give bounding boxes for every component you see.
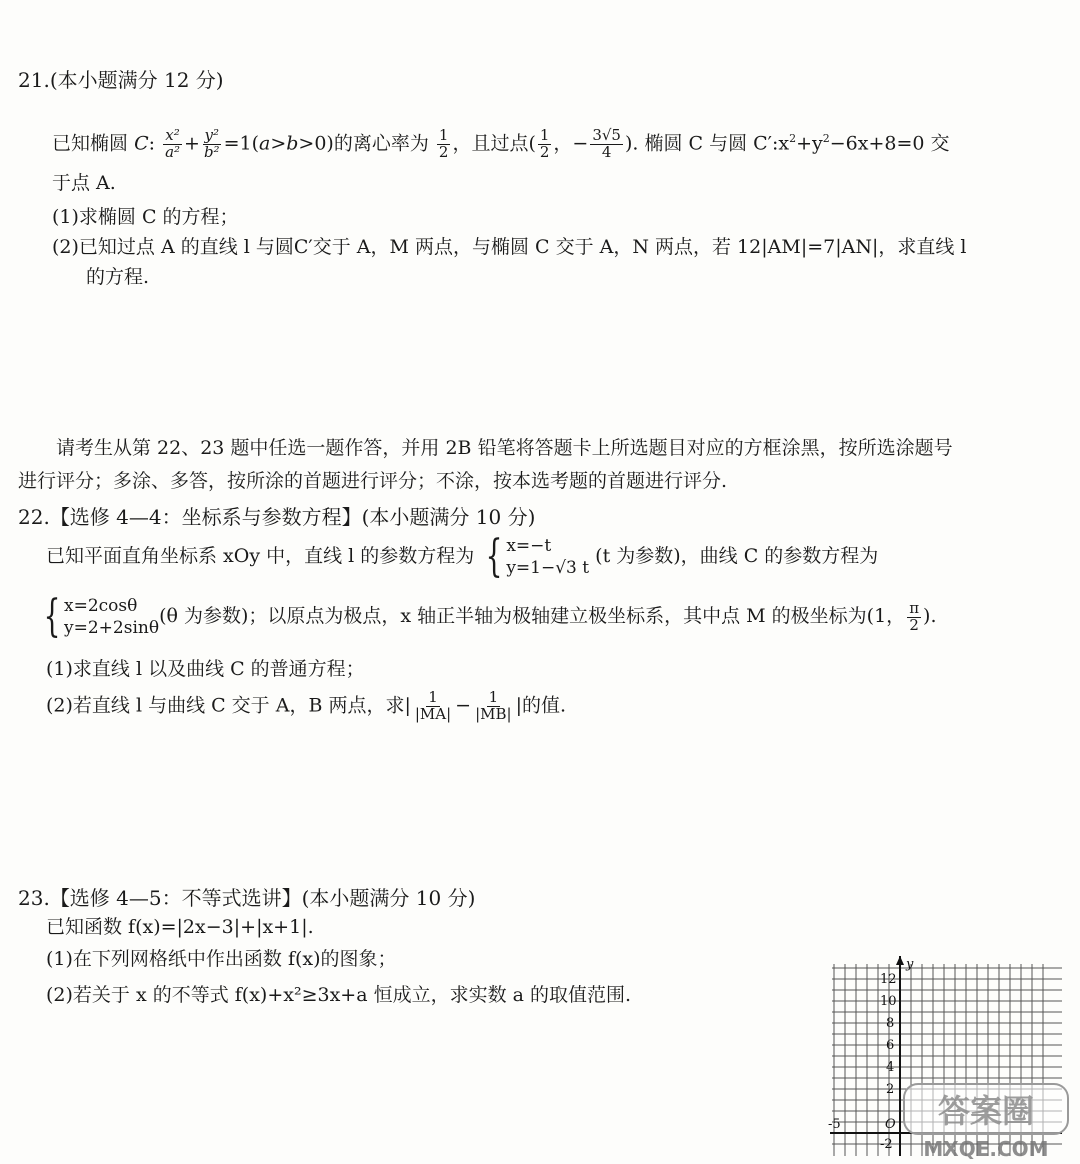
q21-stem-line2: 于点 A. xyxy=(52,172,116,194)
fraction-point-y: $\frac{3√5}{4}$ xyxy=(592,126,621,161)
q22-number: 22. xyxy=(18,505,50,529)
q22-stem-line1: 已知平面直角坐标系 xOy 中，直线 l 的参数方程为 { x=−t y=1−√3 t (t 为参数)，曲线 C 的参数方程为 xyxy=(46,531,879,583)
q22-title xyxy=(18,505,535,529)
watermark-logo xyxy=(900,1082,1072,1160)
q22-part1: (1)求直线 l 以及曲线 C 的普通方程； xyxy=(46,658,365,680)
q22-stem-line2: { x=2cosθ y=2+2sinθ (θ 为参数)；以原点为极点，x 轴正半轴为极轴建立极坐标系，其中点 M 的极坐标为(1， $\frac{\pi}{2}$ ). xyxy=(38,595,937,639)
q21-header: (本小题满分 12 分) xyxy=(49,68,224,92)
y-axis-arrow xyxy=(896,956,904,965)
q21-part2: (2)已知过点 A 的直线 l 与圆C′交于 A，M 两点，与椭圆 C 交于 A，N 两点，若 12|AM|=7|AN|，求直线 l xyxy=(52,236,967,258)
q21-part1: (1)求椭圆 C 的方程； xyxy=(52,206,239,228)
q23-title xyxy=(18,886,475,910)
fraction-x: $\frac{\text{x²}}{\text{a²}}$ xyxy=(165,126,181,161)
q23-part2: (2)若关于 x 的不等式 f(x)+x²≥3x+a 恒成立，求实数 a 的取值范围. xyxy=(46,984,632,1006)
q21-title xyxy=(18,68,224,92)
curve-param-system: { x=2cosθ y=2+2sinθ xyxy=(43,591,160,643)
q21-number: 21. xyxy=(18,68,50,92)
q21-part2-cont: 的方程. xyxy=(86,266,150,288)
watermark-logo-text: 答案圈 xyxy=(937,1092,1035,1130)
fraction-1-over-MA: $\frac{1}{|MA|}$ xyxy=(414,688,452,723)
q22-header: 【选修 4—4：坐标系与参数方程】(本小题满分 10 分) xyxy=(49,505,536,529)
q23-header: 【选修 4—5：不等式选讲】(本小题满分 10 分) xyxy=(49,886,476,910)
y-tick-12: 12 xyxy=(880,972,897,987)
fraction-pi-half: $\frac{\pi}{2}$ xyxy=(909,598,920,634)
y-tick-8: 8 xyxy=(886,1016,895,1031)
fraction-1-over-MB: $\frac{1}{|MB|}$ xyxy=(475,688,512,723)
y-tick-4: 4 xyxy=(886,1060,895,1075)
y-tick-2: 2 xyxy=(886,1082,895,1097)
note-line2: 进行评分；多涂、多答，按所涂的首题进行评分；不涂，按本选考题的首题进行评分. xyxy=(18,470,728,492)
y-tick-neg2: -2 xyxy=(880,1137,893,1152)
origin-label: O xyxy=(885,1117,896,1132)
y-tick-6: 6 xyxy=(886,1038,895,1053)
fraction-point-x: $\frac{1}{2}$ xyxy=(539,126,550,161)
y-tick-10: 10 xyxy=(880,994,897,1009)
q22-part2: (2)若直线 l 与曲线 C 交于 A，B 两点，求| $\frac{1}{|MA|}$ − $\frac{1}{|MB|}$ |的值. xyxy=(46,688,567,723)
watermark xyxy=(900,1082,1072,1160)
note-line1: 请考生从第 22、23 题中任选一题作答，并用 2B 铅笔将答题卡上所选题目对应的方框涂黑，按所选涂题号 xyxy=(56,437,953,459)
line-param-system: { x=−t y=1−√3 t xyxy=(485,531,590,583)
x-tick-neg5: -5 xyxy=(828,1117,841,1132)
q23-part1: (1)在下列网格纸中作出函数 f(x)的图象； xyxy=(46,948,397,970)
q21-stem-line1: 已知椭圆 C: $\frac{\text{x²}}{\text{a²}}$ + $\frac{\text{y²}}{\text{b²}}$ =1(a>b>0)的离心率为 $\frac{1}{2}$ ，且过点( $\frac{1}{2}$ ，− $\frac{3√5}{4}$ ). 椭圆 C 与圆 $C':x^2+y^2-6x+8=0$ 交 xyxy=(52,126,950,161)
q23-number: 23. xyxy=(18,886,50,910)
q23-stem: 已知函数 f(x)=|2x−3|+|x+1|. xyxy=(46,916,314,938)
fraction-y: $\frac{\text{y²}}{\text{b²}}$ xyxy=(203,126,220,161)
y-axis-label: y xyxy=(906,957,914,972)
watermark-url: MXQE.COM xyxy=(923,1137,1049,1160)
fraction-eccentricity: $\frac{1}{2}$ xyxy=(438,126,449,161)
